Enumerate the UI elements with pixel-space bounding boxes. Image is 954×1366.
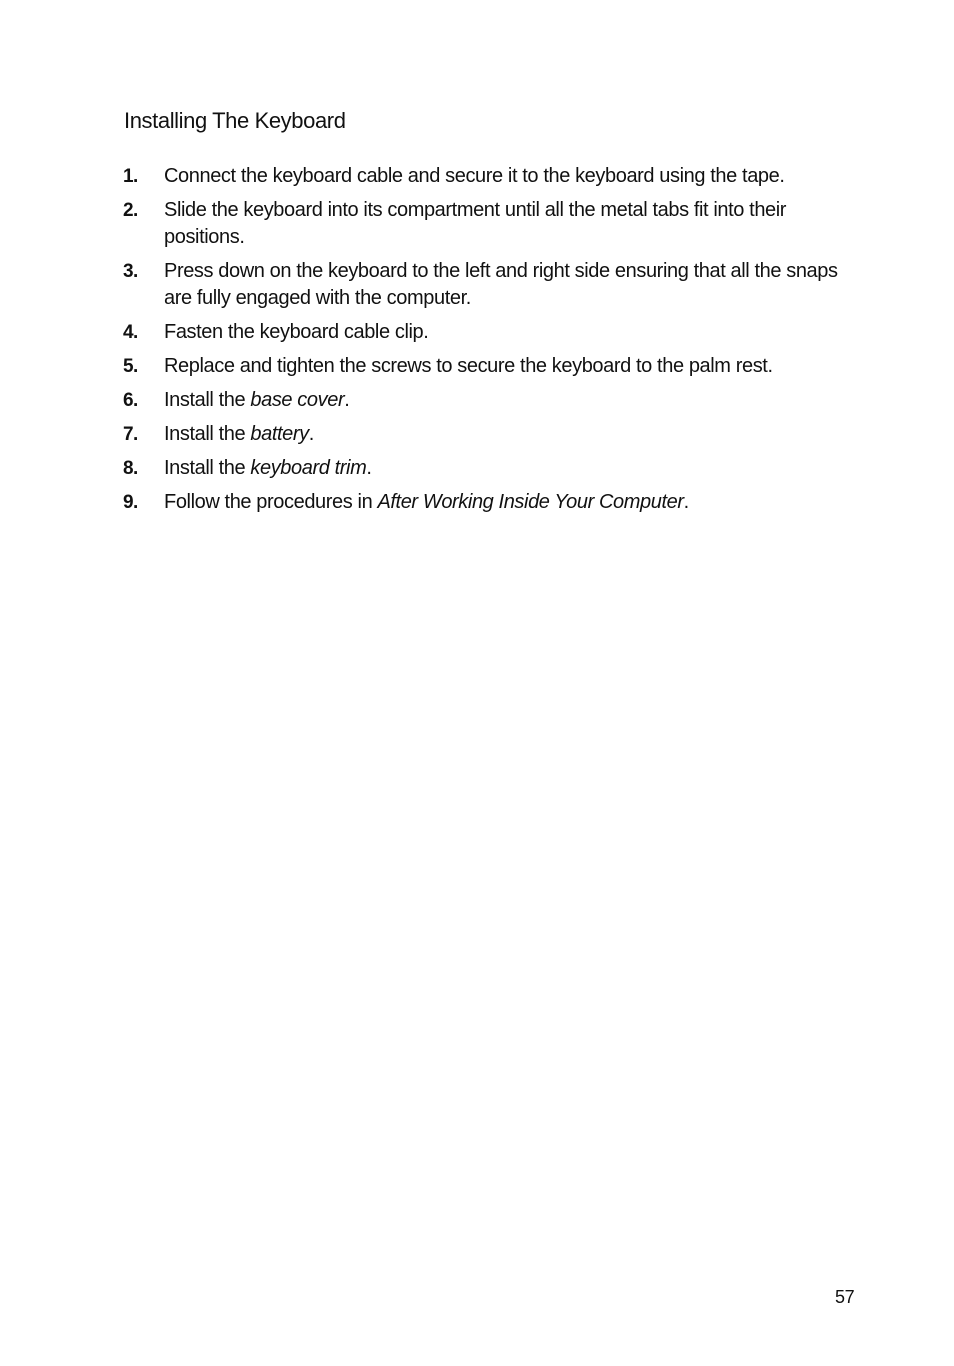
step-text bbox=[164, 355, 773, 377]
step-number: 7. bbox=[123, 424, 138, 445]
step-text-suffix: . bbox=[344, 389, 350, 411]
step-4 bbox=[123, 319, 853, 346]
step-1 bbox=[123, 163, 853, 190]
cross-reference-link[interactable]: base cover bbox=[250, 389, 345, 411]
steps-list bbox=[123, 163, 853, 523]
step-3 bbox=[123, 258, 853, 312]
step-number: 9. bbox=[123, 492, 138, 513]
step-6 bbox=[123, 387, 853, 414]
step-number: 3. bbox=[123, 261, 138, 282]
step-text bbox=[164, 457, 372, 479]
step-text-body: Install the bbox=[164, 457, 251, 479]
step-8 bbox=[123, 455, 853, 482]
step-text-body: Install the bbox=[164, 423, 251, 445]
step-number: 1. bbox=[123, 166, 138, 187]
step-text bbox=[164, 199, 786, 248]
step-number: 8. bbox=[123, 458, 138, 479]
cross-reference-link[interactable]: battery bbox=[250, 423, 309, 445]
step-5 bbox=[123, 353, 853, 380]
step-text-suffix: . bbox=[683, 491, 689, 513]
page-title: Installing The Keyboard bbox=[124, 108, 346, 133]
step-text bbox=[164, 423, 314, 445]
step-text bbox=[164, 260, 838, 309]
step-text-body: Install the bbox=[164, 389, 251, 411]
step-text-body: Fasten the keyboard cable clip. bbox=[164, 321, 429, 343]
step-text bbox=[164, 321, 428, 343]
step-9 bbox=[123, 489, 853, 516]
step-number: 6. bbox=[123, 390, 138, 411]
step-2 bbox=[123, 197, 853, 251]
page-number: 57 bbox=[835, 1287, 855, 1307]
step-text-suffix: . bbox=[366, 457, 372, 479]
step-text-body: Follow the procedures in bbox=[164, 491, 378, 513]
step-text bbox=[164, 491, 689, 513]
step-text bbox=[164, 389, 349, 411]
step-text-body: Replace and tighten the screws to secure the keyboard to the palm rest. bbox=[164, 355, 773, 377]
step-text-body: Slide the keyboard into its compartment until all the metal tabs fit into their positions. bbox=[164, 199, 787, 248]
step-number: 5. bbox=[123, 356, 138, 377]
cross-reference-link[interactable]: keyboard trim bbox=[250, 457, 367, 479]
step-number: 4. bbox=[123, 322, 138, 343]
step-text-suffix: . bbox=[308, 423, 314, 445]
step-text bbox=[164, 165, 785, 187]
step-text-body: Connect the keyboard cable and secure it to the keyboard using the tape. bbox=[164, 165, 785, 187]
step-number: 2. bbox=[123, 200, 138, 221]
step-text-body: Press down on the keyboard to the left and right side ensuring that all the snaps are fully engaged with the computer. bbox=[164, 260, 838, 309]
cross-reference-link[interactable]: After Working Inside Your Computer bbox=[377, 491, 684, 513]
step-7 bbox=[123, 421, 853, 448]
